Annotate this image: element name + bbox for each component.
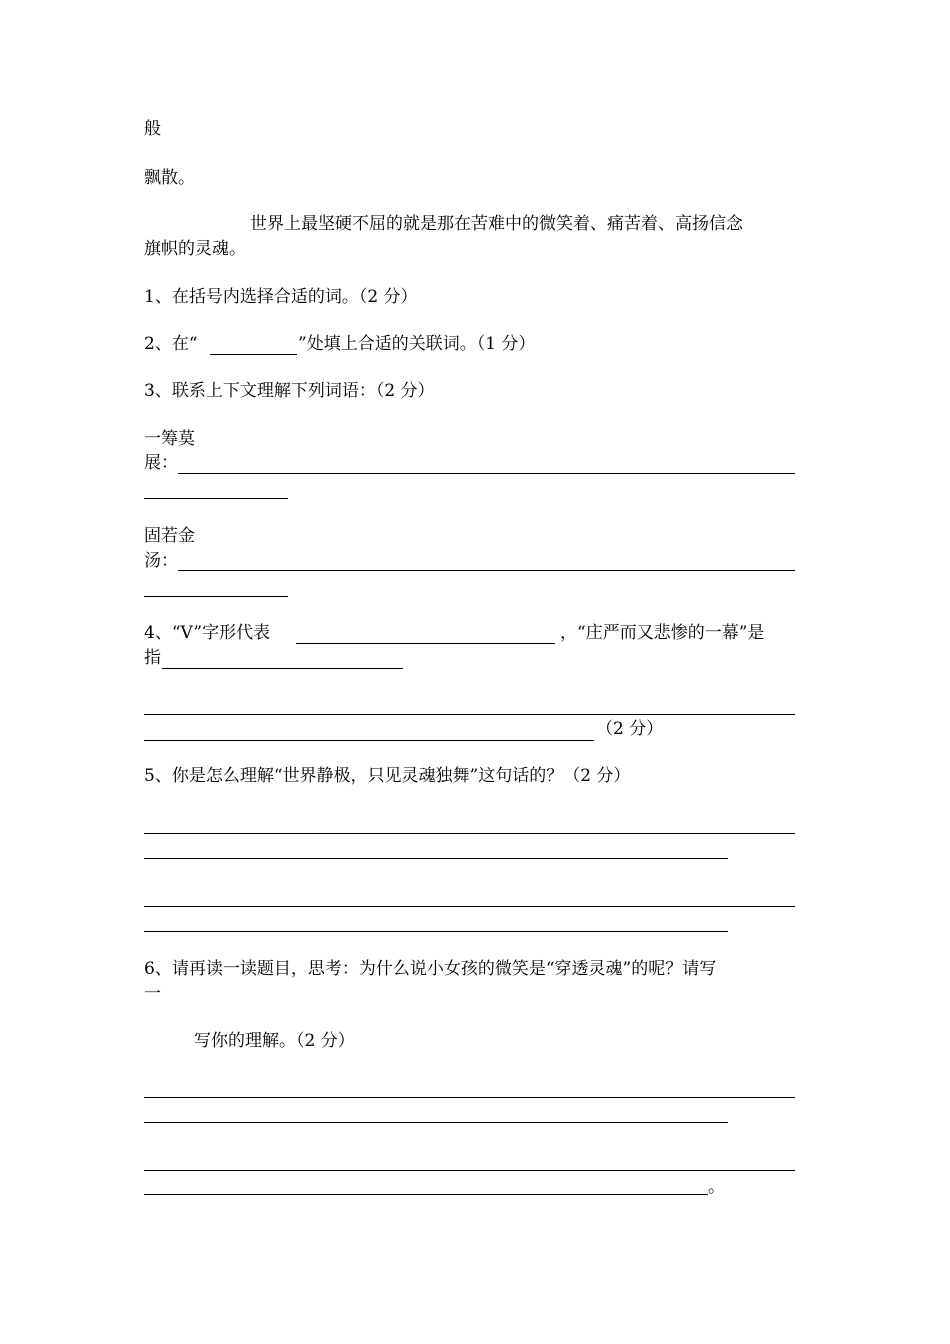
answer-blank[interactable]: [210, 354, 297, 355]
question-6-continuation: 写你的理解。（2 分）: [194, 1031, 355, 1051]
term-label: 汤：: [144, 551, 178, 571]
question-1: 1、在括号内选择合适的词。（2 分）: [144, 287, 418, 307]
text-line: 般: [144, 119, 161, 139]
question-3: 3、联系上下文理解下列词语：（2 分）: [144, 381, 435, 401]
answer-line[interactable]: [178, 570, 795, 571]
answer-line[interactable]: [178, 473, 795, 474]
question-6: 6、请再读一读题目，思考：为什么说小女孩的微笑是“穿透灵魂”的呢？请写: [144, 959, 717, 979]
answer-line[interactable]: [144, 1097, 795, 1098]
answer-line[interactable]: [144, 714, 795, 715]
question-2-prefix: 2、在“: [144, 334, 198, 354]
answer-line[interactable]: [144, 858, 728, 859]
question-4-continuation: 指: [144, 648, 161, 668]
term-label: 一筹莫: [144, 429, 195, 449]
answer-line[interactable]: [144, 596, 288, 597]
question-4-prefix: 4、“V”字形代表: [144, 623, 271, 643]
answer-line[interactable]: [144, 1194, 708, 1195]
answer-blank[interactable]: [296, 643, 555, 644]
end-mark: 。: [708, 1177, 725, 1197]
question-4-score: （2 分）: [596, 719, 664, 739]
term-label: 展：: [144, 453, 178, 473]
answer-line[interactable]: [144, 931, 728, 932]
answer-line[interactable]: [144, 1122, 728, 1123]
answer-line[interactable]: [144, 740, 594, 741]
answer-blank[interactable]: [162, 668, 403, 669]
term-label: 固若金: [144, 526, 195, 546]
text-line: 飘散。: [144, 168, 195, 188]
answer-line[interactable]: [144, 906, 795, 907]
text-line: 旗帜的灵魂。: [144, 239, 246, 259]
question-6-wrap: 一: [144, 984, 161, 1004]
question-2-suffix: ”处填上合适的关联词。（1 分）: [298, 334, 536, 354]
answer-line[interactable]: [144, 1170, 795, 1171]
question-5: 5、你是怎么理解“世界静极，只见灵魂独舞”这句话的？（2 分）: [144, 766, 631, 786]
text-line: 世界上最坚硬不屈的就是那在苦难中的微笑着、痛苦着、高扬信念: [250, 214, 743, 234]
answer-line[interactable]: [144, 833, 795, 834]
answer-line[interactable]: [144, 498, 288, 499]
question-4-middle: ，“庄严而又悲惨的一幕”是: [560, 623, 765, 643]
